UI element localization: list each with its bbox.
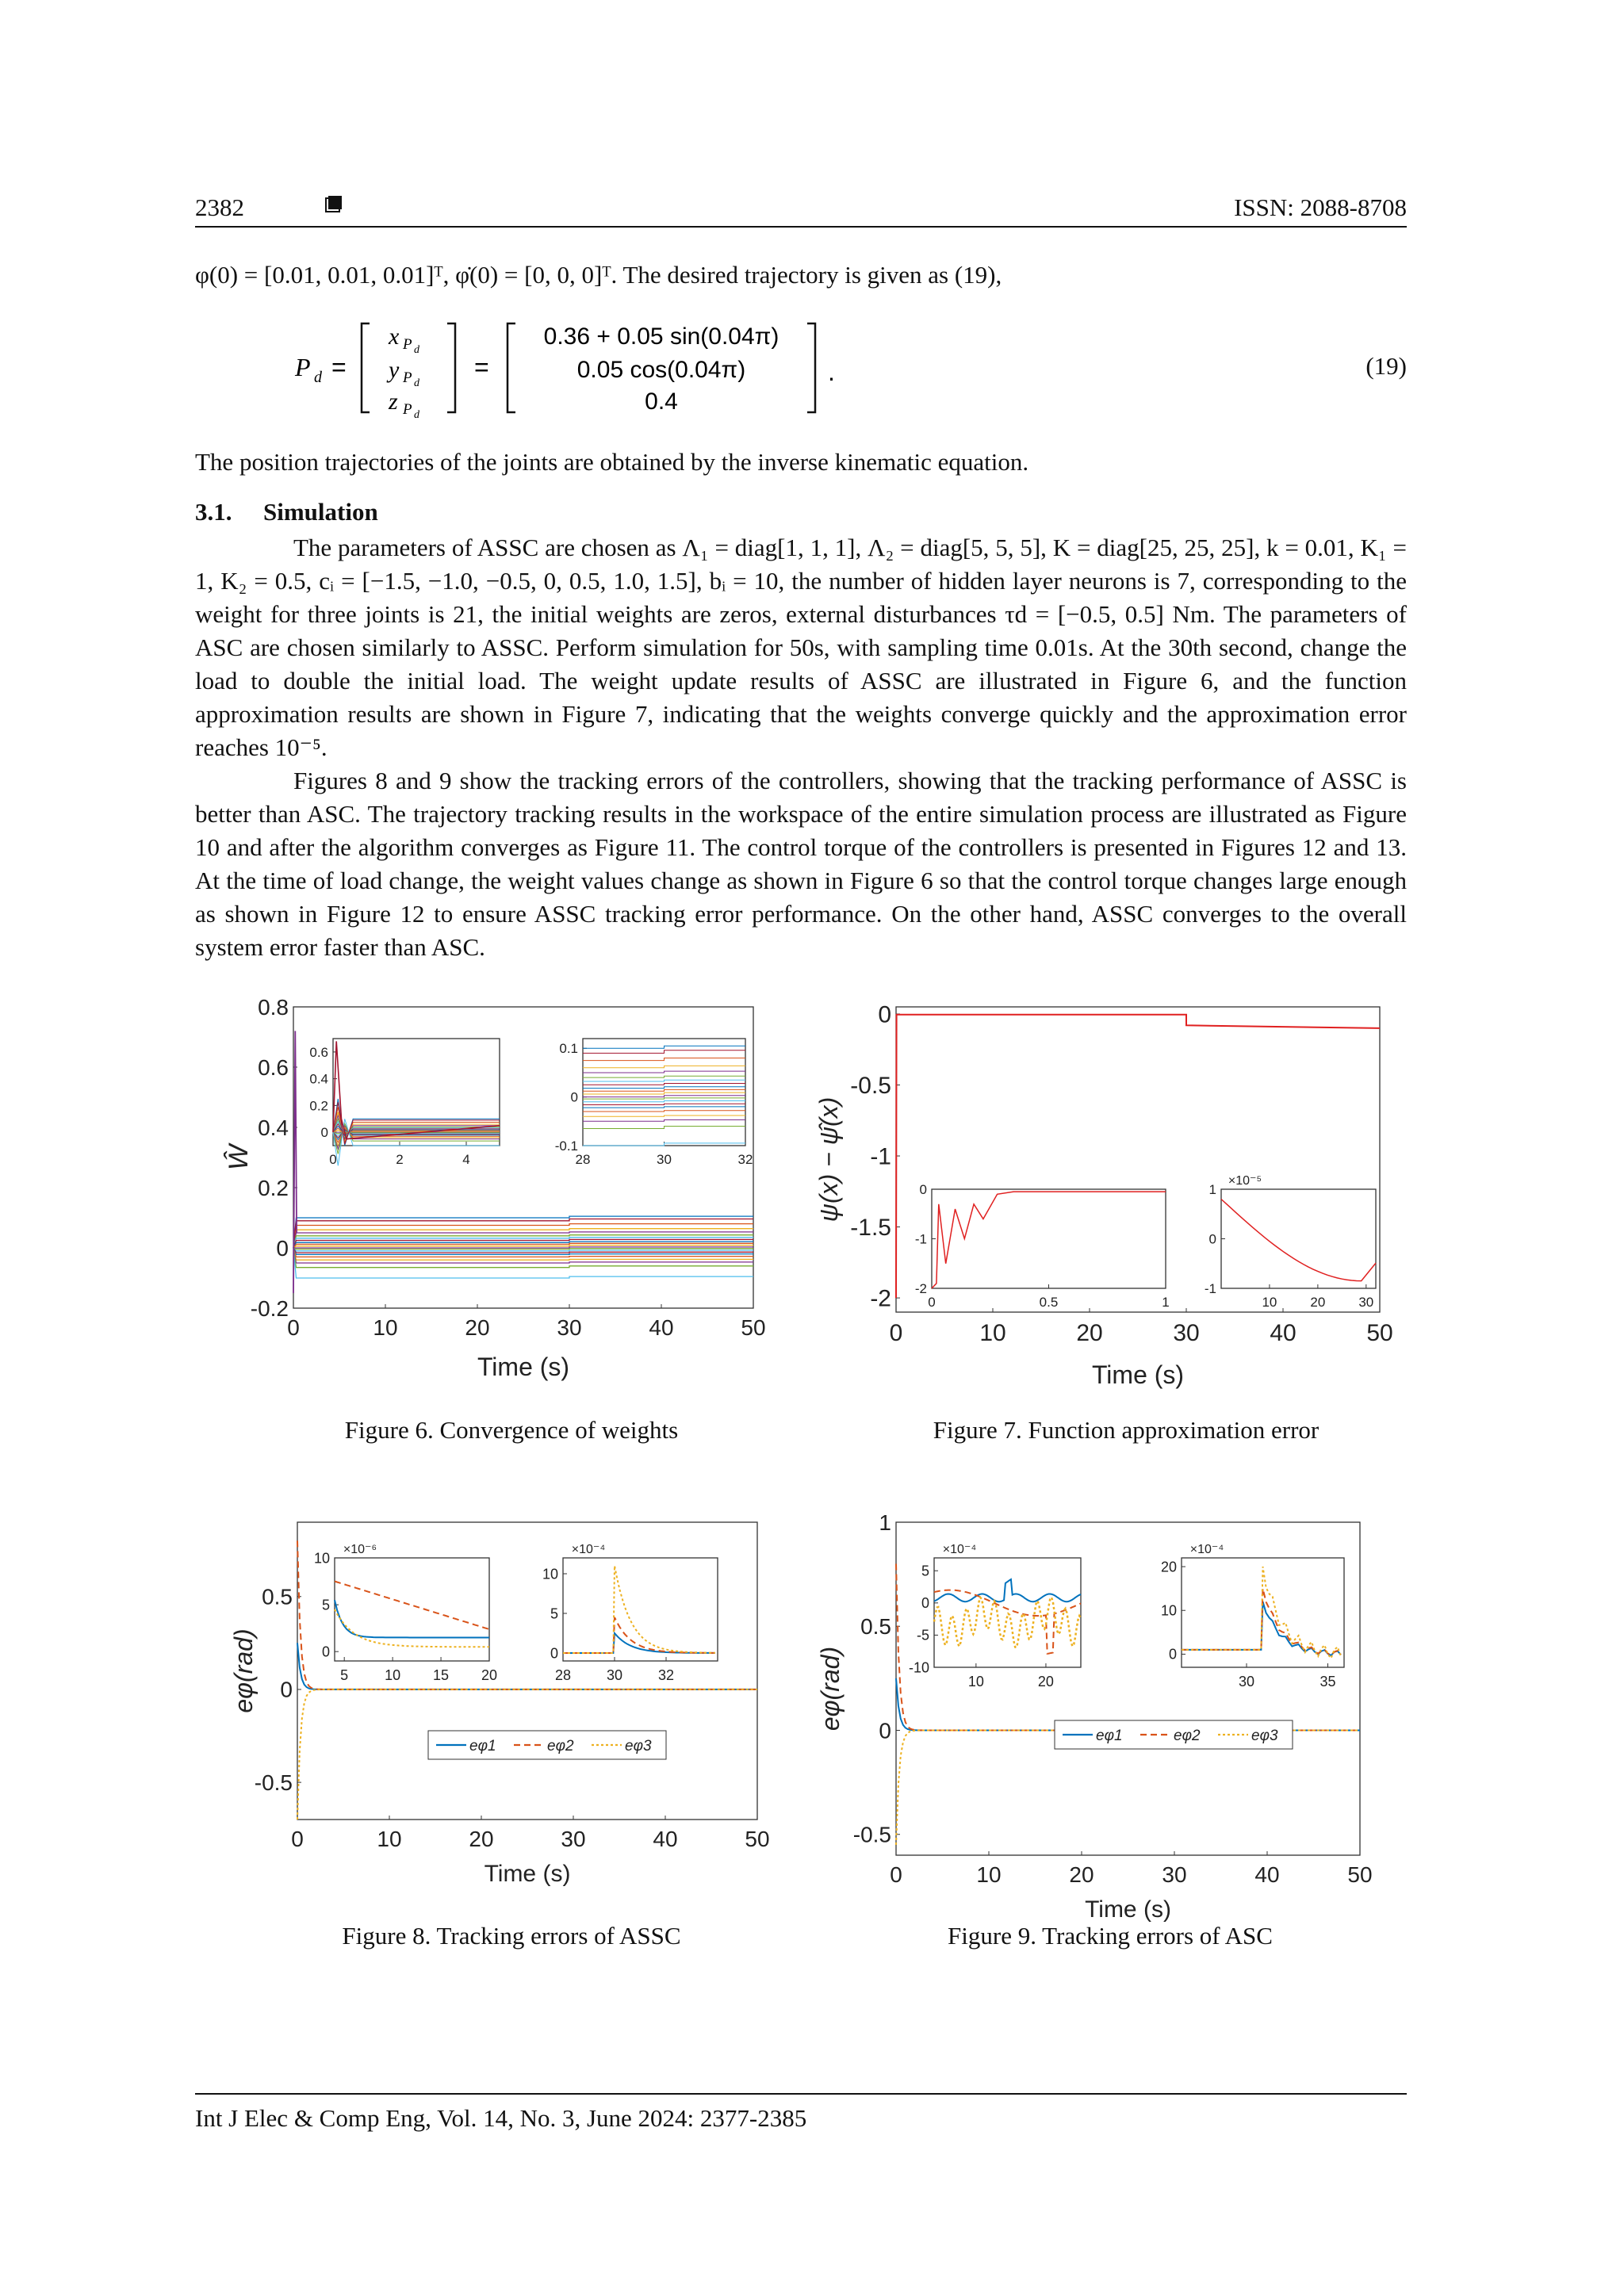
- svg-text:0.05 cos(0.04π): 0.05 cos(0.04π): [576, 357, 746, 383]
- fig6-inset1-ytick-label: 0.6: [309, 1044, 328, 1060]
- svg-text:x: x: [389, 323, 400, 350]
- fig7-inset1-xtick-label: 0: [928, 1295, 936, 1310]
- fig7-inset2-xtick-label: 20: [1310, 1295, 1326, 1310]
- fig9-inset1-ytick-label: -10: [908, 1659, 929, 1676]
- fig9-inset1-xtick-label: 20: [1037, 1674, 1054, 1689]
- fig6-inset2-ytick-label: 0.1: [559, 1041, 578, 1057]
- svg-text:d: d: [414, 409, 419, 421]
- fig6-ytick-label: 0.2: [258, 1175, 289, 1200]
- fig9-ytick-label: 1: [879, 1510, 891, 1535]
- eq-lhs-sub: d: [314, 369, 322, 386]
- fig6-ytick-label: -0.2: [250, 1295, 289, 1321]
- fig6-inset1-ytick-label: 0.4: [309, 1071, 328, 1087]
- figure-6-chart: [224, 994, 793, 1407]
- fig6-xtick-label: 20: [465, 1315, 490, 1340]
- svg-text:=: =: [331, 353, 347, 381]
- section-heading: [195, 498, 378, 526]
- fig9-ytick-label: -0.5: [852, 1822, 891, 1847]
- equation-number: (19): [1365, 352, 1407, 380]
- fig8-legend-label: eφ3: [625, 1738, 652, 1755]
- fig8-xtick-label: 20: [469, 1827, 494, 1851]
- fig8-legend-label: eφ1: [469, 1738, 496, 1755]
- fig8-inset2-ytick-label: 0: [550, 1645, 558, 1662]
- svg-text:P: P: [403, 369, 412, 386]
- fig7-xtick-label: 0: [889, 1320, 903, 1346]
- footer-citation: Int J Elec & Comp Eng, Vol. 14, No. 3, June 2024: 2377-2385: [195, 2104, 807, 2132]
- fig7-inset2-xtick-label: 30: [1358, 1295, 1374, 1310]
- fig7-inset1-ytick-label: -1: [914, 1231, 927, 1247]
- after-equation-text: The position trajectories of the joints are obtained by the inverse kinematic equation.: [195, 448, 1029, 476]
- fig6-inset2-xtick-label: 32: [737, 1152, 753, 1167]
- svg-text:d: d: [414, 344, 419, 356]
- fig8-ytick-label: 0: [280, 1677, 293, 1702]
- page-number: 2382: [195, 193, 244, 221]
- journal-issn: ISSN: 2088-8708: [1234, 193, 1407, 221]
- fig6-inset1-ytick-label: 0.2: [309, 1098, 328, 1114]
- fig9-xtick-label: 30: [1162, 1862, 1187, 1887]
- fig9-inset1-ytick-label: 0: [921, 1595, 929, 1612]
- fig8-xtick-label: 30: [561, 1827, 586, 1851]
- fig7-xtick-label: 10: [979, 1320, 1006, 1346]
- svg-text:=: =: [474, 353, 489, 381]
- fig7-inset2-axes-box: [1221, 1189, 1376, 1288]
- fig8-inset1-xtick-label: 20: [481, 1667, 498, 1683]
- fig6-ytick-label: 0.8: [258, 994, 289, 1020]
- header-rule: [195, 226, 1407, 228]
- fig6-inset2-axes-box: [583, 1039, 745, 1146]
- fig6-ylabel: Ŵ: [224, 1144, 254, 1171]
- fig8-inset1-xtick-label: 5: [340, 1667, 349, 1683]
- fig9-xtick-label: 50: [1347, 1862, 1373, 1887]
- fig9-xtick-label: 40: [1254, 1862, 1280, 1887]
- fig9-inset1-ytick-label: 5: [921, 1563, 929, 1579]
- fig7-ytick-label: -1: [870, 1143, 891, 1170]
- fig8-xtick-label: 40: [653, 1827, 678, 1851]
- fig6-inset2-ytick-label: 0: [570, 1089, 578, 1105]
- fig7-inset2-xtick-label: 10: [1262, 1295, 1277, 1310]
- fig9-inset1-axes-box: [934, 1558, 1081, 1667]
- paragraph-2: Figures 8 and 9 show the tracking errors of the controllers, showing that the tracking performance of ASSC is better than ASC. The trajectory tracking results in the workspace of the entire simulation process are illustrated as Figure 10 and after the algorithm converges as Figure 11. The control torque of the controllers is presented in Figures 12 and 13. At the time of load change, the weight values change as shown in Figure 6 so that the control torque changes large enough as shown in Figure 12 to ensure ASSC tracking error performance. On the other hand, ASSC converges to the overall system error faster than ASC.: [195, 767, 1407, 961]
- fig8-xtick-label: 50: [745, 1827, 770, 1851]
- fig7-inset2-ytick-label: 0: [1208, 1231, 1216, 1247]
- fig9-legend-label: eφ3: [1251, 1728, 1278, 1744]
- svg-text:0.4: 0.4: [645, 388, 678, 415]
- fig6-xtick-label: 30: [557, 1315, 582, 1340]
- fig7-xtick-label: 20: [1076, 1320, 1103, 1346]
- fig9-inset2-ytick-label: 0: [1168, 1646, 1177, 1663]
- section-number: 3.1.: [195, 498, 232, 526]
- paragraph-1: The parameters of ASSC are chosen as Λ₁ = diag[1, 1, 1], Λ₂ = diag[5, 5, 5], K = diag[25, 25, 25], k = 0.01, K₁ = 1, K₂ = 0.5, cᵢ = [−1.5, −1.0, −0.5, 0, 0.5, 1.0, 1.5], bᵢ = 10, the number of hidden layer neurons is 7, corresponding to the weight for three joints is 21, the initial weights are zeros, external disturbances τd = [−0.5, 0.5] Nm. The parameters of ASC are chosen similarly to ASSC. Perform simulation for 50s, with sampling time 0.01s. At the 30th second, change the load to double the initial load. The weight update results of ASSC are illustrated in Figure 6, and the function approximation results are shown in Figure 7, indicating that the weights converge quickly and the approximation error reaches 10⁻⁵.: [195, 534, 1407, 761]
- footer-rule: [195, 2093, 1407, 2095]
- fig6-inset1-xtick-label: 2: [396, 1152, 404, 1167]
- fig9-legend-label: eφ1: [1096, 1728, 1123, 1744]
- figure-6-caption: Figure 6. Convergence of weights: [344, 1416, 679, 1444]
- fig9-inset2-ytick-label: 10: [1160, 1602, 1177, 1619]
- fig8-inset1-xtick-label: 10: [385, 1667, 401, 1683]
- fig6-ytick-label: 0.6: [258, 1054, 289, 1080]
- svg-text:P: P: [403, 336, 412, 353]
- svg-text:0.36 + 0.05 sin(0.04π): 0.36 + 0.05 sin(0.04π): [543, 323, 779, 350]
- fig8-inset1-xtick-label: 15: [433, 1667, 450, 1683]
- fig9-ylabel: eφ(rad): [816, 1646, 845, 1732]
- fig7-xtick-label: 30: [1173, 1320, 1200, 1346]
- fig6-xtick-label: 50: [741, 1315, 766, 1340]
- fig9-inset2-xtick-label: 30: [1238, 1674, 1255, 1689]
- fig8-inset2-xtick-label: 30: [606, 1667, 623, 1683]
- fig8-inset2-xtick-label: 28: [554, 1667, 572, 1683]
- figure-7-chart: [814, 995, 1404, 1407]
- fig8-inset1-ytick-label: 0: [321, 1644, 330, 1660]
- fig8-ytick-label: 0.5: [262, 1584, 293, 1609]
- fig6-xtick-label: 10: [373, 1315, 398, 1340]
- square-icon: [325, 195, 343, 212]
- fig8-xlabel: Time (s): [484, 1861, 571, 1887]
- eq-vector: [386, 323, 420, 421]
- svg-text:z: z: [389, 388, 398, 415]
- fig7-ytick-label: -1.5: [850, 1215, 891, 1242]
- figure-8-caption: Figure 8. Tracking errors of ASSC: [342, 1922, 681, 1950]
- fig6-xlabel: Time (s): [477, 1353, 570, 1381]
- fig9-inset1-ytick-label: -5: [916, 1627, 929, 1644]
- equation-19: [195, 317, 1407, 420]
- fig7-ytick-label: -0.5: [850, 1072, 891, 1099]
- fig7-inset1-ytick-label: -2: [914, 1280, 927, 1296]
- fig9-inset2-scale: ×10⁻⁴: [1189, 1543, 1224, 1556]
- fig8-inset2-xtick-label: 32: [657, 1667, 675, 1683]
- fig8-inset2-ytick-label: 5: [550, 1605, 558, 1622]
- svg-text:y: y: [389, 357, 400, 383]
- fig9-xtick-label: 0: [890, 1862, 902, 1887]
- fig8-inset1-ytick-label: 10: [313, 1550, 330, 1567]
- fig9-inset1-xtick-label: 10: [967, 1674, 984, 1689]
- eq-lhs: P: [295, 353, 311, 381]
- fig9-xtick-label: 10: [976, 1862, 1002, 1887]
- fig7-inset2-ytick-label: -1: [1204, 1280, 1216, 1296]
- fig8-inset1-scale: ×10⁻⁶: [343, 1543, 377, 1556]
- fig6-xtick-label: 0: [287, 1315, 300, 1340]
- fig8-xtick-label: 0: [291, 1827, 304, 1851]
- figure-9-caption: Figure 9. Tracking errors of ASC: [948, 1922, 1273, 1950]
- fig9-inset2-xtick-label: 35: [1320, 1674, 1336, 1689]
- fig9-inset2-ytick-label: 20: [1160, 1559, 1177, 1575]
- fig7-inset1-axes-box: [932, 1189, 1166, 1288]
- section-title: Simulation: [263, 498, 378, 526]
- fig9-ytick-label: 0: [879, 1718, 891, 1743]
- fig7-inset2-ytick-label: 1: [1208, 1181, 1216, 1197]
- fig9-legend-label: eφ2: [1174, 1728, 1201, 1744]
- fig9-inset1-scale: ×10⁻⁴: [942, 1543, 977, 1556]
- equation-graphic: [195, 317, 1407, 420]
- fig9-xtick-label: 20: [1069, 1862, 1094, 1887]
- svg-text:P: P: [403, 401, 412, 418]
- fig6-inset1-xtick-label: 0: [329, 1152, 337, 1167]
- fig8-inset2-ytick-label: 10: [542, 1566, 558, 1582]
- eq-values: [544, 323, 779, 415]
- svg-text:d: d: [414, 377, 419, 389]
- fig6-inset2-ytick-label: -0.1: [554, 1138, 578, 1154]
- fig9-ytick-label: 0.5: [860, 1614, 891, 1640]
- fig8-ytick-label: -0.5: [254, 1770, 293, 1795]
- fig8-legend-label: eφ2: [547, 1738, 574, 1755]
- fig7-inset1-xtick-label: 1: [1162, 1295, 1170, 1310]
- fig6-ytick-label: 0.4: [258, 1115, 289, 1140]
- fig7-ytick-label: -2: [870, 1285, 891, 1312]
- fig8-inset2-scale: ×10⁻⁴: [571, 1543, 606, 1556]
- fig6-inset1-ytick-label: 0: [320, 1125, 328, 1141]
- fig7-inset1-xtick-label: 0.5: [1039, 1295, 1059, 1310]
- fig7-xtick-label: 40: [1270, 1320, 1297, 1346]
- fig9-xlabel: Time (s): [1085, 1896, 1171, 1923]
- fig7-xtick-label: 50: [1366, 1320, 1393, 1346]
- figure-7-caption: Figure 7. Function approximation error: [933, 1416, 1320, 1444]
- fig7-xlabel: Time (s): [1091, 1360, 1185, 1389]
- fig8-xtick-label: 10: [377, 1827, 402, 1851]
- fig8-inset1-ytick-label: 5: [321, 1597, 330, 1613]
- fig7-ytick-label: 0: [878, 1001, 891, 1028]
- fig7-inset2-scale: ×10⁻⁵: [1228, 1174, 1262, 1188]
- svg-text:.: .: [828, 358, 835, 386]
- fig6-inset2-xtick-label: 30: [657, 1152, 672, 1167]
- figure-8-chart: [230, 1510, 793, 1907]
- fig7-inset1-ytick-label: 0: [919, 1181, 927, 1197]
- fig6-inset1-xtick-label: 4: [462, 1152, 470, 1167]
- intro-line: φ(0) = [0.01, 0.01, 0.01]ᵀ, φ̇(0) = [0, 0, 0]ᵀ. The desired trajectory is given as (19),: [195, 261, 1002, 289]
- fig6-ytick-label: 0: [276, 1235, 289, 1261]
- fig6-inset2-xtick-label: 28: [575, 1152, 591, 1167]
- fig6-xtick-label: 40: [649, 1315, 674, 1340]
- fig7-ylabel: ψ(x) − ψ̂(x): [814, 1096, 843, 1223]
- figure-9-chart: [816, 1510, 1404, 1923]
- fig8-ylabel: eφ(rad): [229, 1628, 258, 1713]
